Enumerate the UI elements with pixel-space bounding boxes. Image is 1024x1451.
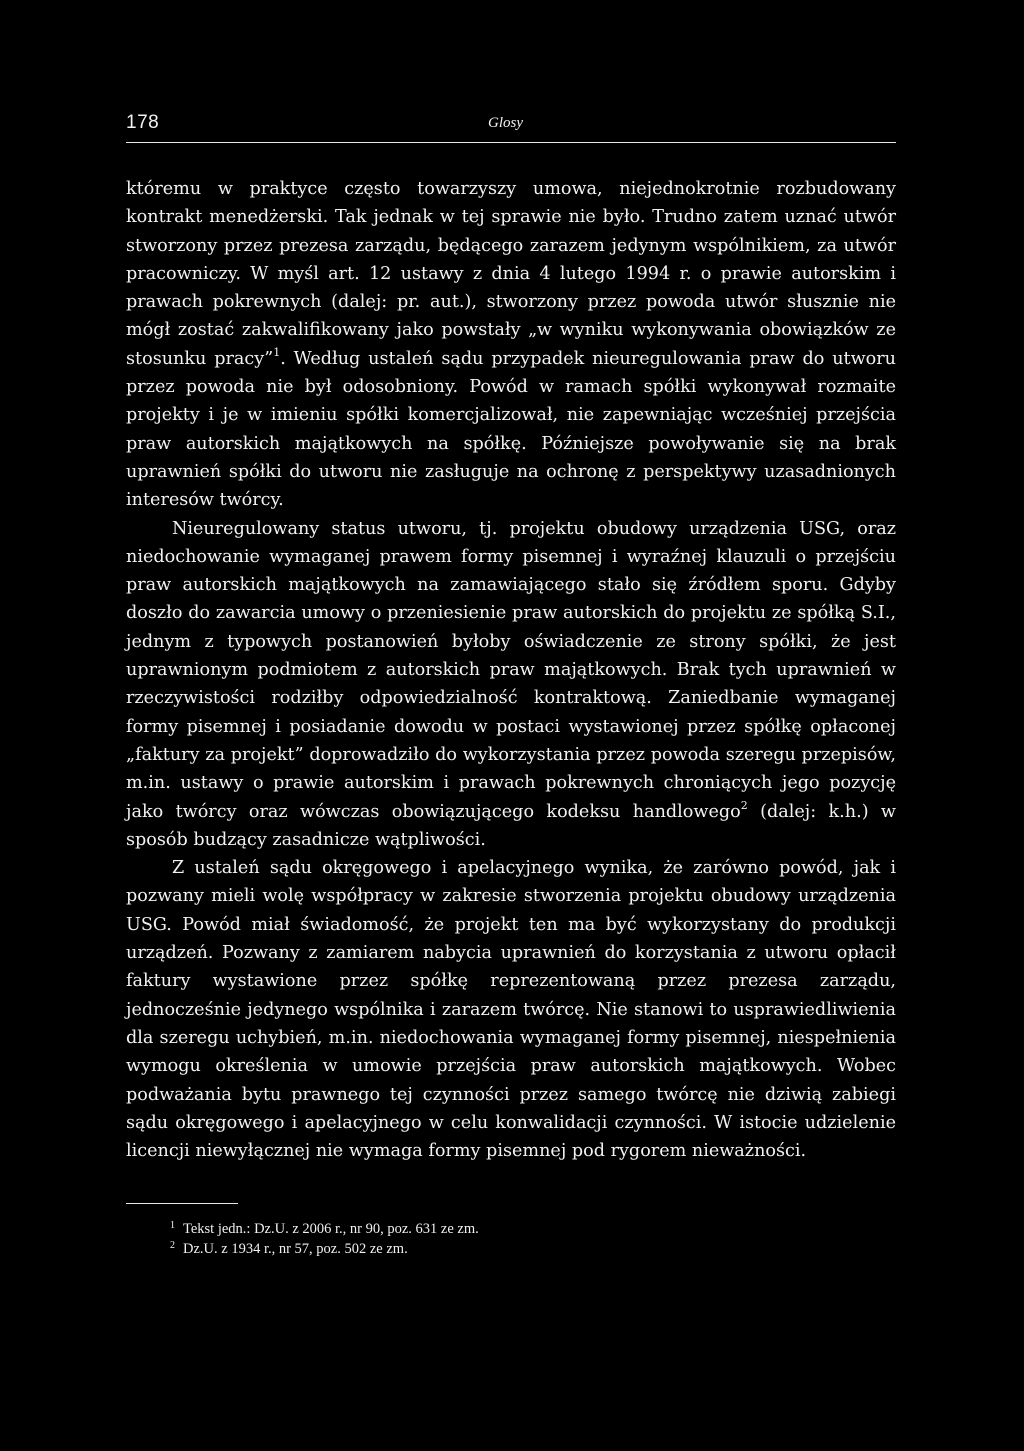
- paragraph-3-text: Z ustaleń sądu okręgowego i apelacyjnego wynika, że zarówno powód, jak i pozwany mieli wolę współpracy w zakresie stworzenia projektu obudowy urządzenia USG. Powód miał świadomość, że projekt ten ma być wykorzystany do produkcji urządzeń. Pozwany z zamiarem nabycia uprawnień do korzystania z utworu opłacił faktury wystawione przez spółkę reprezentowaną przez prezesa zarządu, jednocześnie jedynego wspólnika i zarazem twórcę. Nie stanowi to usprawiedliwienia dla szeregu uchybień, m.in. niedochowania wymaganej formy pisemnej, niespełnienia wymogu określenia w umowie przejścia praw autorskich majątkowych. Wobec podważania bytu prawnego tej czynności przez samego twórcę nie dziwią zabiegi sądu okręgowego i apelacyjnego w celu konwalidacji czynności. W istocie udzielenie licencji niewyłącznej nie wymaga formy pisemnej pod rygorem nieważności.: [126, 858, 896, 1162]
- footnote-ref-2: 2: [740, 798, 748, 812]
- footnote-1-mark: 1: [170, 1219, 175, 1231]
- footnote-1: [170, 1219, 896, 1239]
- paragraph-2: [126, 515, 896, 855]
- paragraph-2-text-b: (dalej: k.h.) w sposób budzący zasadnicze wątpliwości.: [126, 801, 896, 850]
- running-title: Glosy: [488, 115, 523, 131]
- paragraph-1-text-a: któremu w praktyce często towarzyszy umowa, niejednokrotnie rozbudowany kontrakt menedżerski. Tak jednak w tej sprawie nie było. Trudno zatem uznać utwór stworzony przez prezesa zarządu, będącego zarazem jedynym wspólnikiem, za utwór pracowniczy. W myśl art. 12 ustawy z dnia 4 lutego 1994 r. o prawie autorskim i prawach pokrewnych (dalej: pr. aut.), stworzony przez powoda utwór słusznie nie mógł zostać zakwalifikowany jako powstały „w wyniku wykonywania obowiązków ze stosunku pracy”: [126, 179, 896, 369]
- footnotes: [170, 1219, 896, 1259]
- running-head: [126, 108, 896, 143]
- footnote-2: [170, 1239, 896, 1259]
- paragraph-1-text-b: . Według ustaleń sądu przypadek nieuregulowania praw do utworu przez powoda nie był odosobniony. Powód w ramach spółki wykonywał rozmaite projekty i je w imieniu spółki komercjalizował, nie zapewniając wcześniej przejścia praw autorskich majątkowych na spółkę. Późniejsze powoływanie się na brak uprawnień spółki do utworu nie zasługuje na ochronę z perspektywy uzasadnionych interesów twórcy.: [126, 348, 896, 511]
- paragraph-2-text-a: Nieuregulowany status utworu, tj. projektu obudowy urządzenia USG, oraz niedochowanie wymaganej prawem formy pisemnej i wyraźnej klauzuli o przejściu praw autorskich majątkowych na zamawiającego stało się źródłem sporu. Gdyby doszło do zawarcia umowy o przeniesienie praw autorskich do projektu ze spółką S.I., jednym z typowych postanowień byłoby oświadczenie ze strony spółki, że jest uprawnionym podmiotem z autorskich praw majątkowych. Brak tych uprawnień w rzeczywistości rodziłby odpowiedzialność kontraktową. Zaniedbanie wymaganej formy pisemnej i posiadanie dowodu w postaci wystawionej przez spółkę opłaconej „faktury za projekt” doprowadziło do wykorzystania przez powoda szeregu przepisów, m.in. ustawy o prawie autorskim i prawach pokrewnych chroniących jego pozycję jako twórcy oraz wówczas obowiązującego kodeksu handlowego: [126, 518, 896, 822]
- footnote-ref-1: 1: [273, 345, 281, 359]
- footnote-2-mark: 2: [170, 1239, 175, 1251]
- footnote-separator: [126, 1203, 238, 1204]
- footnote-2-text: Dz.U. z 1934 r., nr 57, poz. 502 ze zm.: [183, 1241, 408, 1258]
- document-page: [126, 108, 896, 1259]
- paragraph-1: [126, 175, 896, 515]
- body-text: [126, 175, 896, 1165]
- footnote-1-text: Tekst jedn.: Dz.U. z 2006 r., nr 90, poz. 631 ze zm.: [183, 1221, 479, 1238]
- paragraph-3: [126, 854, 896, 1165]
- page-number: 178: [126, 112, 160, 133]
